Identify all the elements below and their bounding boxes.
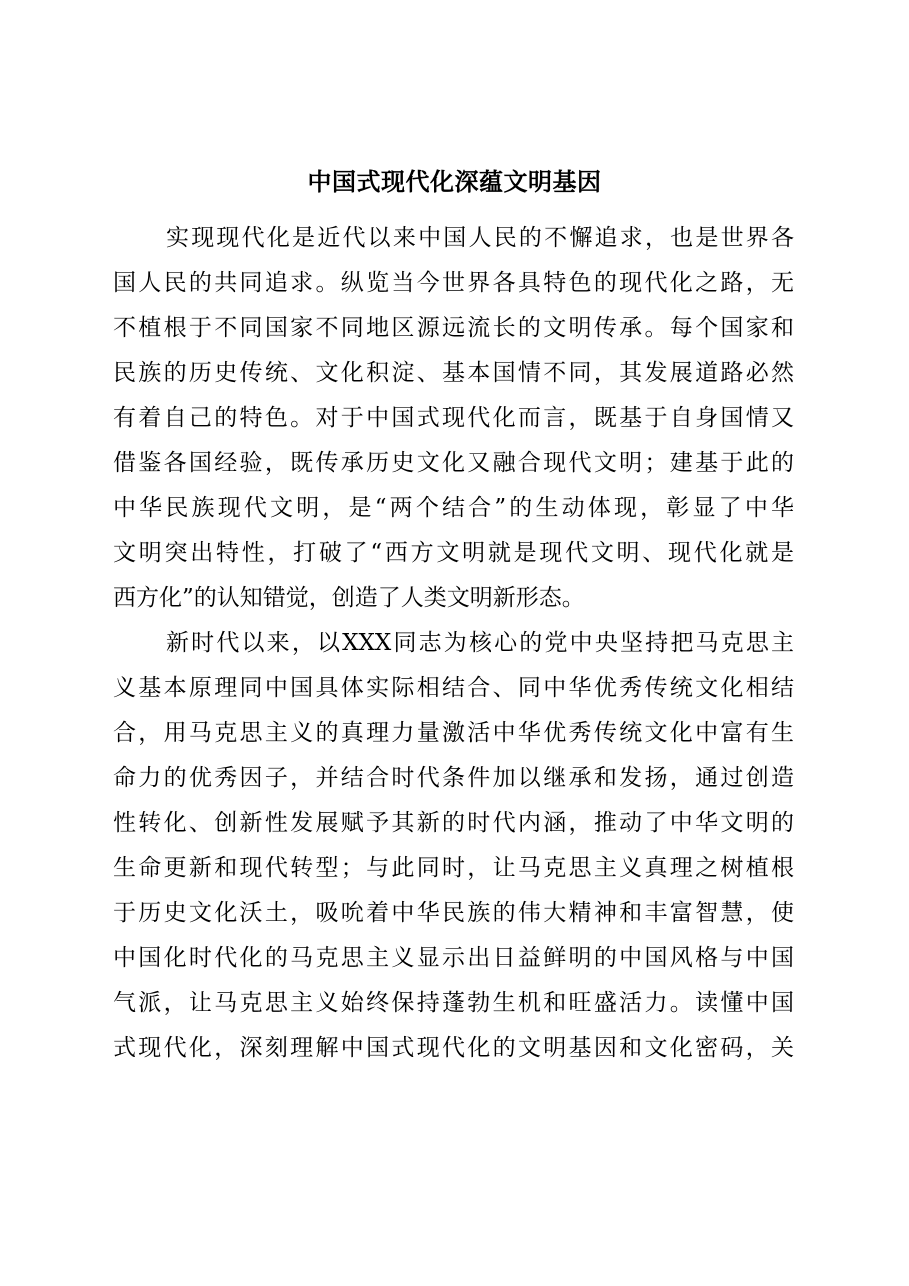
- paragraph-1-line-7: 中华民族现代文明，是“两个结合”的生动体现，彰显了中华: [113, 495, 794, 521]
- paragraph-2-line-8: 中国化时代化的马克思主义显示出日益鲜明的中国风格与中国: [113, 945, 794, 971]
- paragraph-2-line-4: 命力的优秀因子，并结合时代条件加以继承和发扬，通过创造: [113, 765, 794, 791]
- paragraph-1-line-4: 民族的历史传统、文化积淀、基本国情不同，其发展道路必然: [113, 360, 794, 386]
- document-title: 中国式现代化深蕴文明基因: [307, 167, 602, 196]
- paragraph-1-line-6: 借鉴各国经验，既传承历史文化又融合现代文明；建基于此的: [113, 450, 794, 476]
- paragraph-1-line-5: 有着自己的特色。对于中国式现代化而言，既基于自身国情又: [113, 405, 794, 431]
- paragraph-2-line-7: 于历史文化沃土，吸吮着中华民族的伟大精神和丰富智慧，使: [113, 900, 794, 926]
- paragraph-2-line-10: 式现代化，深刻理解中国式现代化的文明基因和文化密码，关: [113, 1035, 794, 1061]
- paragraph-1-line-9: 西方化”的认知错觉，创造了人类文明新形态。: [113, 585, 585, 611]
- paragraph-2-line-2: 义基本原理同中国具体实际相结合、同中华优秀传统文化相结: [113, 675, 794, 701]
- paragraph-1-line-3: 不植根于不同国家不同地区源远流长的文明传承。每个国家和: [113, 315, 794, 341]
- paragraph-1-line-8: 文明突出特性，打破了“西方文明就是现代文明、现代化就是: [113, 540, 794, 566]
- paragraph-1-line-2: 国人民的共同追求。纵览当今世界各具特色的现代化之路，无: [113, 270, 794, 296]
- paragraph-1-line-1: 实现现代化是近代以来中国人民的不懈追求，也是世界各: [166, 225, 794, 251]
- paragraph-2-line-5: 性转化、创新性发展赋予其新的时代内涵，推动了中华文明的: [113, 810, 794, 836]
- paragraph-2-line-9: 气派，让马克思主义始终保持蓬勃生机和旺盛活力。读懂中国: [113, 990, 794, 1016]
- paragraph-2-line-6: 生命更新和现代转型；与此同时，让马克思主义真理之树植根: [113, 855, 794, 881]
- paragraph-2-line-3: 合，用马克思主义的真理力量激活中华优秀传统文化中富有生: [113, 720, 794, 746]
- paragraph-2-line-1: 新时代以来，以XXX同志为核心的党中央坚持把马克思主: [166, 630, 794, 656]
